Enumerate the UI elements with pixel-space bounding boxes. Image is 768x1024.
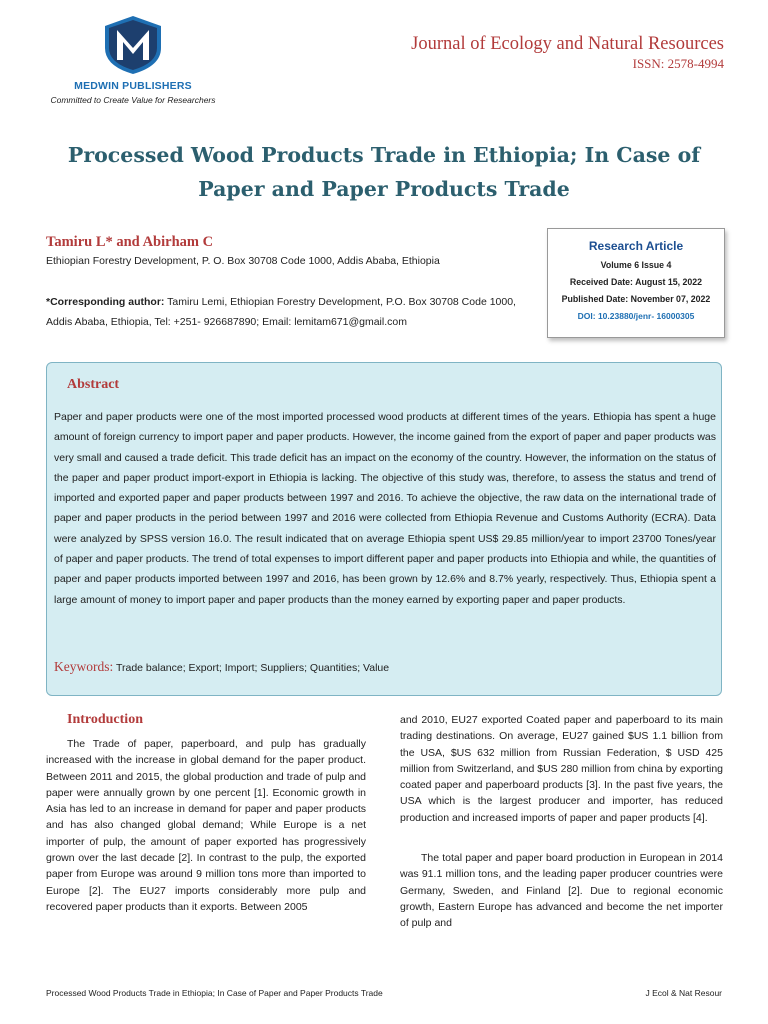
author-affiliation: Ethiopian Forestry Development, P. O. Box 30708 Code 1000, Addis Ababa, Ethiopia (46, 255, 440, 267)
abstract-text: Paper and paper products were one of the most imported processed wood products at different times of the years. Ethiopia has spent a huge amount of foreign currency to import paper and paper products. However, the income gained from the export of paper and paper products was very small and caused a trade deficit. This trade deficit has an impact on the economy of the country. However, the information on the status of the paper and paper product import-export in Ethiopia is lacking. The objective of this study was, therefore, to assess the status and trend of imported and exported paper and paper products between 1997 and 2016. To achieve the objective, the raw data on the international trade of paper and paper products in the period between 1997 and 2016 were collected from Ethiopia Revenue and Customs Authority (ECRA). Data were analyzed by SPSS version 16.0. The result indicated that on average Ethiopia spent US$ 29.85 million/year to import 23700 Tones/year of paper and paper products. The trend of total expenses to import different paper and paper products into Ethiopia and while, the quantities of paper and paper products imported between 1997 and 2016, has been grown by 12.6% and 8.7% yearly, respectively. Thus, Ethiopia spent a large amount of money to import paper and paper products than the money earned by exporting paper and paper products. (54, 411, 716, 606)
right-column (400, 712, 723, 932)
journal-name: Journal of Ecology and Natural Resources (411, 34, 724, 54)
footer-journal-abbrev: J Ecol & Nat Resour (645, 988, 722, 998)
article-type: Research Article (588, 239, 684, 253)
article-title: Processed Wood Products Trade in Ethiopia; In Case of Paper and Paper Products Trade (67, 143, 701, 201)
introduction-heading: Introduction (67, 712, 143, 727)
footer-title: Processed Wood Products Trade in Ethiopia; In Case of Paper and Paper Products Trade (46, 988, 383, 998)
publisher-tagline: Committed to Create Value for Researchers (50, 95, 216, 105)
keywords (54, 659, 389, 675)
volume-issue: Volume 6 Issue 4 (600, 260, 672, 270)
article-authors: Tamiru L* and Abirham C (46, 234, 214, 250)
corresponding-author (46, 292, 536, 332)
left-column (46, 712, 366, 915)
publisher-name: MEDWIN PUBLISHERS (74, 80, 192, 92)
journal-issn: ISSN: 2578-4994 (632, 56, 724, 71)
intro-paragraph-3: The total paper and paper board production in European in 2014 was 91.1 million tons, and the leading paper producer countries were Germany, Sweden, and Finland [2]. Due to regional economic growth, Eastern Europe has advanced and become the net importer of pulp and (400, 852, 723, 930)
published-date: Published Date: November 07, 2022 (561, 294, 711, 304)
abstract-heading: Abstract (67, 377, 120, 392)
corresponding-label: *Corresponding author: (46, 296, 165, 308)
received-date: Received Date: August 15, 2022 (569, 277, 703, 287)
abstract-box (46, 362, 722, 696)
corresponding-details: Tamiru Lemi, Ethiopian Forestry Development, P.O. Box 30708 Code 1000, Addis Ababa, Ethiopia, Tel: +251- 926687890; Email: lemitam671@gmail.com (46, 296, 516, 328)
doi-link[interactable]: DOI: 10.23880/jenr- 16000305 (577, 311, 695, 321)
article-info-box (547, 228, 725, 338)
intro-paragraph-1: The Trade of paper, paperboard, and pulp has gradually increased with the increase in global demand for the paper product. Between 2011 and 2015, the global production and trade of pulp and paper were annually grown by one percent [1]. Economic growth in Asia has led to an increase in demand for paper and paper products and has also changed global demand; While Europe is a net importer of pulp, the amount of paper exported has progressively grown over the last decade [2]. In contrast to the pulp, the exported paper from Europe was around 9 million tons more than imported to Europe [2]. The EU27 imports considerably more pulp and recovered paper products than it exports. Between 2005 (46, 738, 366, 913)
publisher-logo (38, 14, 228, 105)
keywords-list: Trade balance; Export; Import; Suppliers; Quantities; Value (113, 662, 390, 674)
journal-header (411, 34, 724, 72)
keywords-label: Keywords: (54, 659, 114, 674)
medwin-shield-icon (101, 14, 165, 76)
intro-paragraph-2: and 2010, EU27 exported Coated paper and paperboard to its main trading destinations. On average, EU27 gained $US 1.1 billion from the USA, $US 632 million from Russian Federation, $ USD 425 million from Switzerland, and $US 280 million from china by exporting coated paper and paperboard products [3]. In the past five years, the USA which is the largest producer and importer, has reduced production and increased imports of paper and paper products [4]. (400, 714, 723, 824)
